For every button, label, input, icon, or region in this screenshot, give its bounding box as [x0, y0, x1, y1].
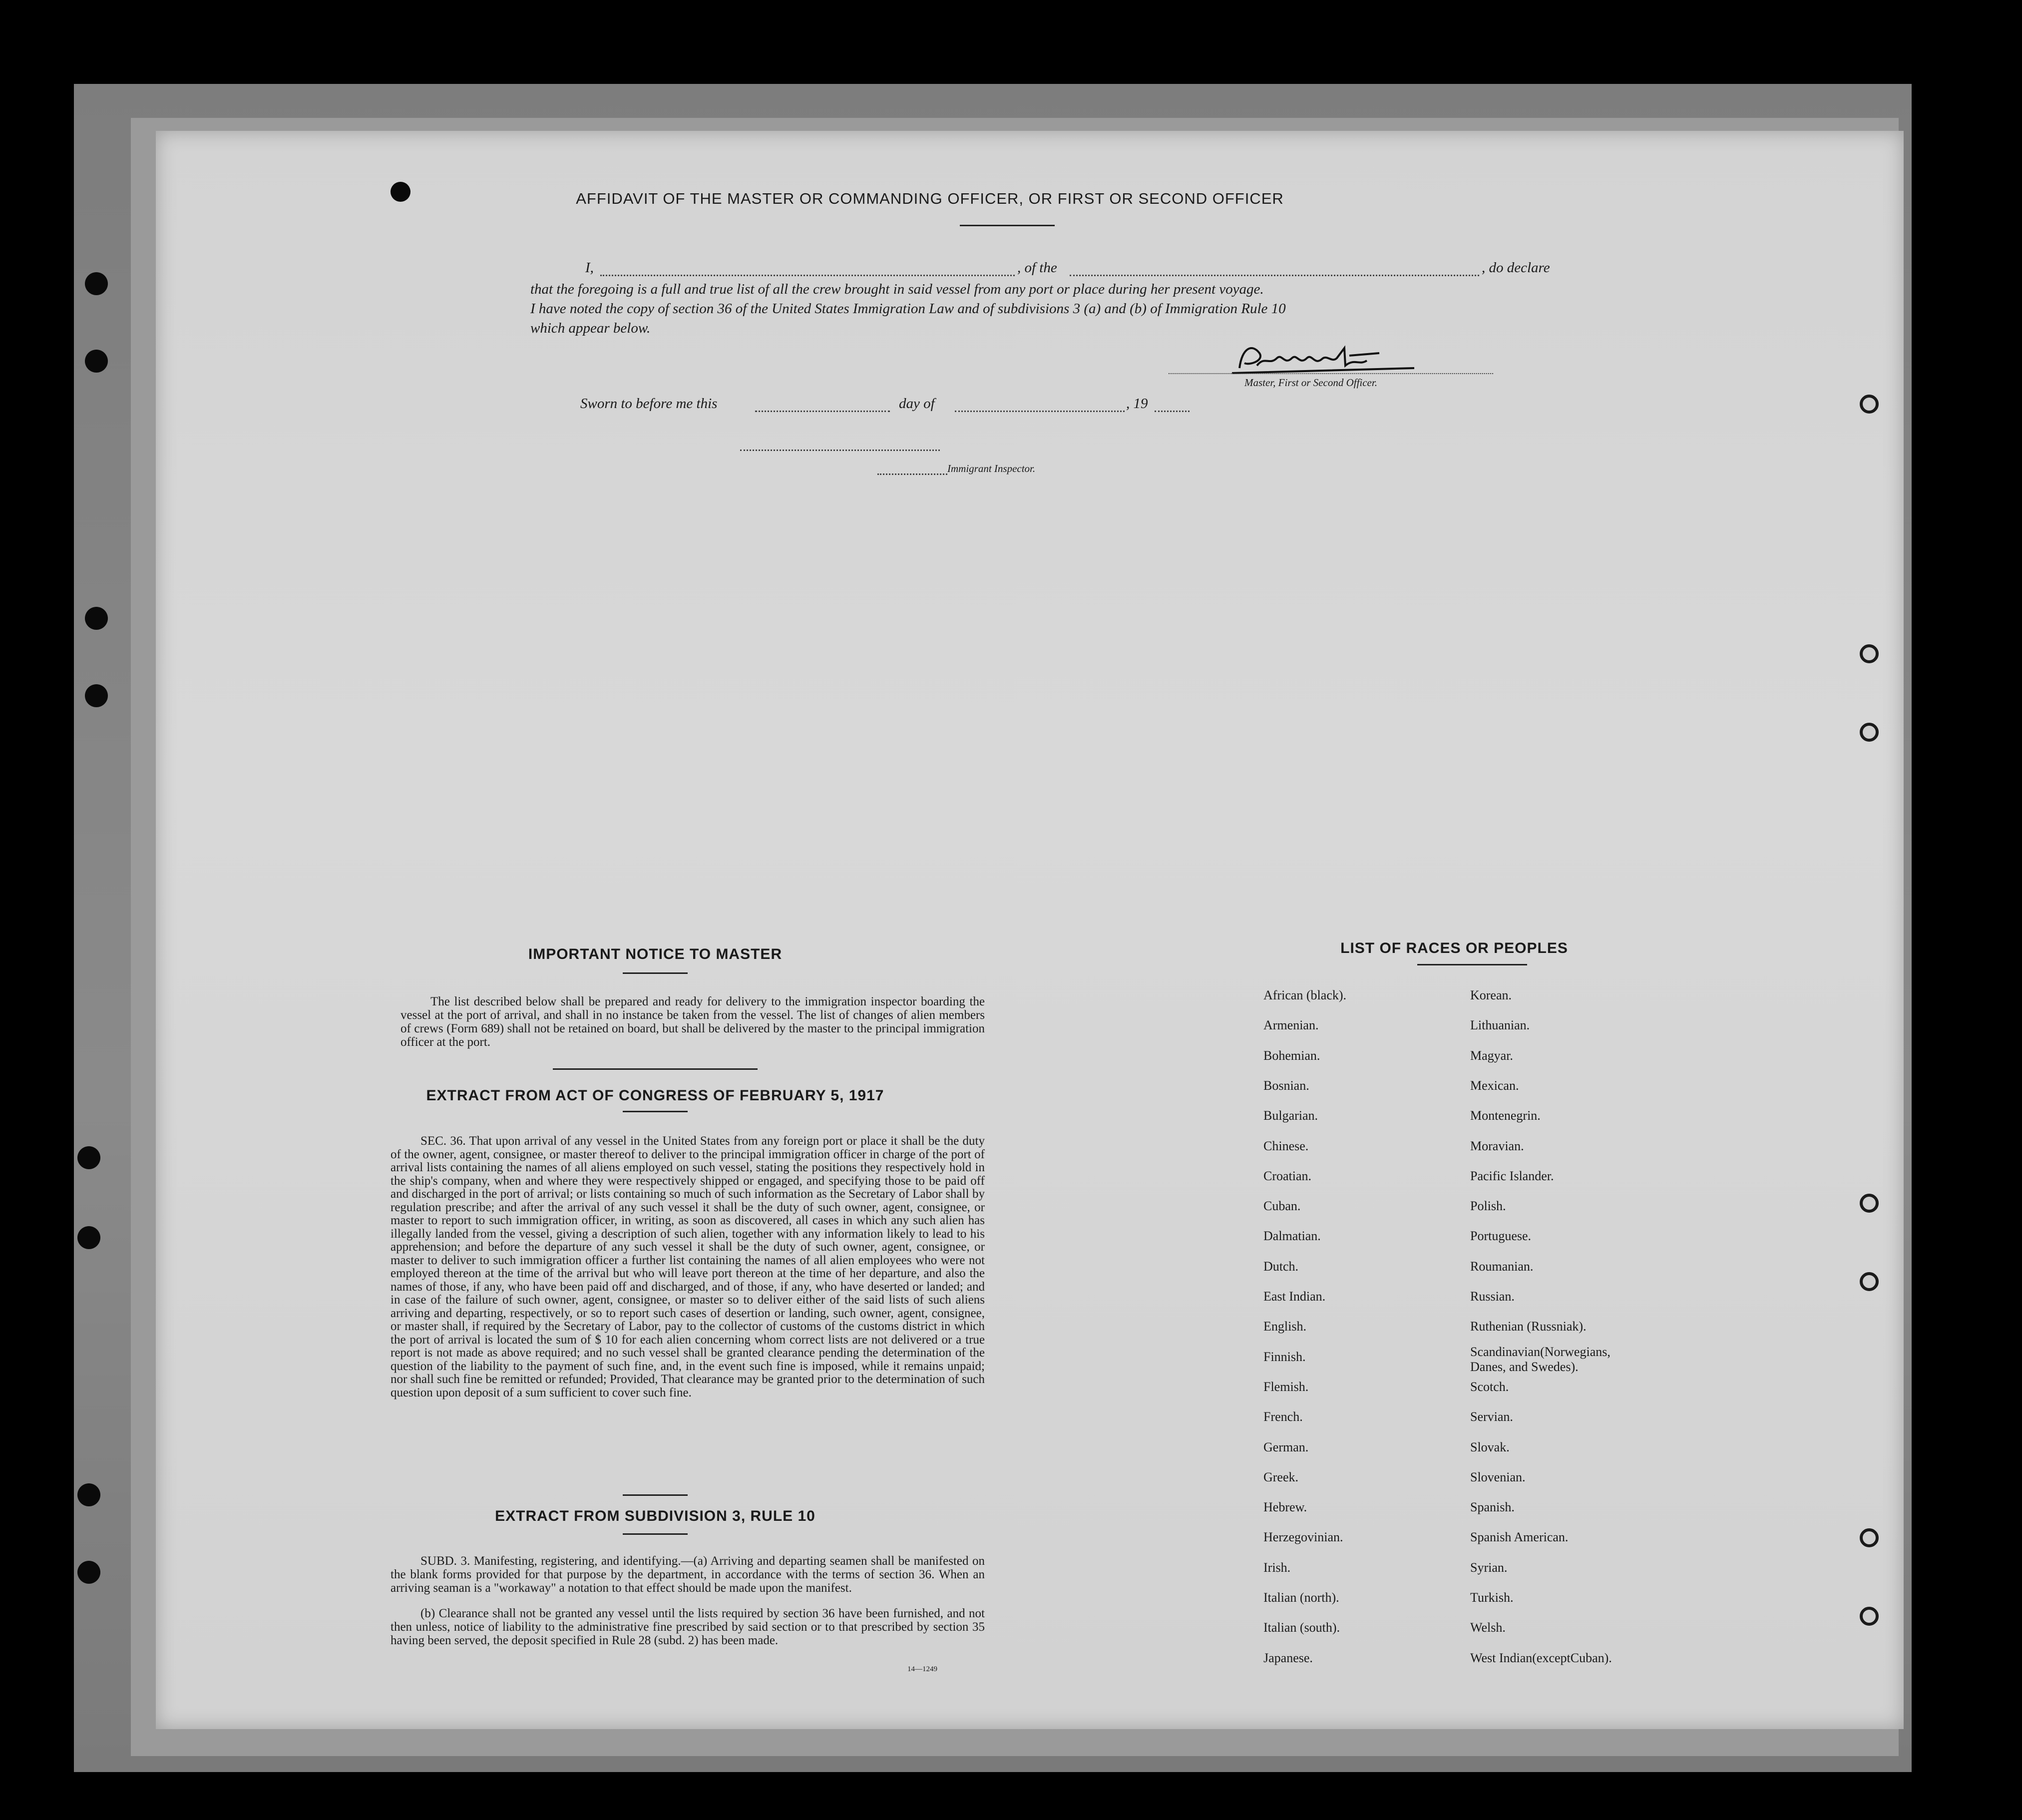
race-item: Montenegrin. [1470, 1108, 1541, 1123]
rule-title: EXTRACT FROM SUBDIVISION 3, RULE 10 [495, 1508, 815, 1524]
month-blank[interactable] [955, 411, 1125, 412]
divider [553, 1068, 758, 1070]
affidavit-paragraph [530, 280, 1579, 338]
race-item: Syrian. [1470, 1560, 1508, 1575]
race-item: Mexican. [1470, 1078, 1519, 1093]
race-item: Slovenian. [1470, 1469, 1526, 1484]
race-item: Portuguese. [1470, 1229, 1532, 1244]
race-item: Korean. [1470, 988, 1512, 1002]
race-item: Roumanian. [1470, 1259, 1534, 1274]
rule-para-b: (b) Clearance shall not be granted any vessel until the lists required by section 36 have been furnished, and not then unless, notice of liability to the administrative fine prescribed by said section or to that prescribed by section 35 having been served, the deposit specified in Rule 28 (subd. 2) has been made. [391, 1607, 985, 1647]
race-item: Herzegovinian. [1263, 1530, 1343, 1545]
year-label: , 19 [1126, 396, 1148, 412]
divider [960, 225, 1055, 226]
binder-hole [85, 272, 108, 295]
declare-label: , do declare [1482, 260, 1550, 276]
act-body: SEC. 36. That upon arrival of any vessel in the United States from any foreign port or place it shall be the duty of the owner, agent, consignee, or master thereof to deliver to the principal immigration officer in charge of the port of arrival lists containing the names of all aliens employed on such vessel, stating the positions they respectively hold in the ship's company, when and where they were respectively shipped or engaged, and specifying those to be paid off and discharged in the port of arrival; or lists containing so much of such information as the Secretary of Labor shall by regulation prescribe; and after the arrival of any such vessel it shall be the duty of such owner, agent, consignee, or master to report to such immigration officer, in writing, as soon as discovered, all cases in which any such alien has illegally landed from the vessel, giving a description of such alien, together with any information likely to lead to his apprehension; and before the departure of any such vessel it shall be the duty of such owner, agent, consignee, or master to deliver to such immigration officer a further list containing the names of all alien employees who were not employed thereon at the time of the arrival but who will leave port thereon at the time of her departure, and also the names of those, if any, who have been paid off and discharged, and of those, if any, who have deserted or landed; and in case of the failure of such owner, agent, consignee, or master so to deliver either of the said lists of such aliens arriving and departing, respectively, or so to report such cases of desertion or landing, such owner, agent, consignee, or master shall, if required by the Secretary of Labor, pay to the collector of customs of the customs district in which the port of arrival is located the sum of $ 10 for each alien concerning whom correct lists are not delivered or a true report is not made as above required; and no such vessel shall be granted clearance pending the determination of the question of the liability to the payment of such fine, and, in the event such fine is imposed, while it remains unpaid; nor shall such fine be remitted or refunded; Provided, That clearance may be granted prior to the determination of such question upon deposit of a sum sufficient to cover such fine. [391, 1134, 985, 1399]
race-item: Hebrew. [1263, 1500, 1307, 1515]
rule-para-a: SUBD. 3. Manifesting, registering, and identifying.—(a) Arriving and departing seamen shall be manifested on the blank forms provided for that purpose by the department, in accordance with the terms of section 36. When an arriving seaman is a "workaway" a notation to that effect should be made upon the manifest. [391, 1554, 985, 1595]
inspector-caption-line [877, 473, 947, 475]
race-item: Spanish American. [1470, 1530, 1569, 1545]
binder-hole [85, 350, 108, 373]
race-item: English. [1263, 1319, 1306, 1334]
race-item: Chinese. [1263, 1138, 1309, 1153]
ring-hole [1860, 1528, 1879, 1547]
binder-hole [77, 1483, 100, 1506]
race-item: German. [1263, 1439, 1309, 1454]
document-page [156, 131, 1904, 1729]
race-item: Irish. [1263, 1560, 1291, 1575]
race-item: Ruthenian (Russniak). [1470, 1319, 1587, 1334]
year-blank[interactable] [1155, 411, 1190, 412]
day-of-label: day of [899, 396, 935, 412]
binder-hole [85, 607, 108, 630]
race-item: Russian. [1470, 1289, 1515, 1304]
ring-hole [1860, 644, 1879, 663]
race-item: Slovak. [1470, 1439, 1510, 1454]
race-item: Polish. [1470, 1199, 1506, 1214]
races-title: LIST OF RACES OR PEOPLES [1340, 940, 1568, 956]
ring-hole [1860, 723, 1879, 742]
race-item: Italian (north). [1263, 1590, 1339, 1605]
divider [623, 1494, 688, 1496]
race-item: Welsh. [1470, 1620, 1506, 1635]
race-item: Lithuanian. [1470, 1018, 1530, 1033]
sworn-line [580, 396, 1229, 416]
inspector-caption: Immigrant Inspector. [947, 462, 1036, 474]
notice-title: IMPORTANT NOTICE TO MASTER [528, 946, 783, 962]
punch-hole [391, 182, 410, 202]
binder-hole [77, 1146, 100, 1169]
race-item: Scotch. [1470, 1379, 1509, 1394]
ring-hole [1860, 1272, 1879, 1291]
i-label: I, [585, 260, 594, 276]
race-item: Bosnian. [1263, 1078, 1309, 1093]
race-item: Spanish. [1470, 1500, 1515, 1515]
race-item: Greek. [1263, 1469, 1299, 1484]
divider [623, 1533, 688, 1535]
act-title: EXTRACT FROM ACT OF CONGRESS OF FEBRUARY 5, 1917 [426, 1087, 884, 1104]
signature-caption: Master, First or Second Officer. [1244, 377, 1377, 389]
race-item: Flemish. [1263, 1379, 1309, 1394]
ring-hole [1860, 395, 1879, 414]
race-item: French. [1263, 1409, 1303, 1424]
of-the-label: , of the [1017, 260, 1057, 276]
race-item: West Indian(exceptCuban). [1470, 1650, 1612, 1665]
race-item: Japanese. [1263, 1650, 1313, 1665]
race-item: Croatian. [1263, 1168, 1312, 1183]
race-item: Finnish. [1263, 1349, 1306, 1364]
name-blank[interactable] [600, 275, 1015, 276]
race-item: African (black). [1263, 988, 1347, 1002]
race-item: Servian. [1470, 1409, 1513, 1424]
notice-body: The list described below shall be prepared and ready for delivery to the immigration inspector boarding the vessel at the port of arrival, and shall in no instance be taken from the vessel. The list of changes of alien members of crews (Form 689) shall not be retained on board, but shall be delivered by the master to the principal immigration officer at the port. [401, 995, 985, 1049]
race-item: Armenian. [1263, 1018, 1319, 1033]
vessel-blank[interactable] [1070, 275, 1479, 276]
race-item: Pacific Islander. [1470, 1168, 1554, 1183]
race-item: Dutch. [1263, 1259, 1299, 1274]
race-item: Magyar. [1470, 1048, 1513, 1063]
race-item: Bulgarian. [1263, 1108, 1318, 1123]
affidavit-paragraph-line: that the foregoing is a full and true list of all the crew brought in said vessel from any port or place during her present voyage. [530, 281, 1264, 297]
race-item: Turkish. [1470, 1590, 1514, 1605]
ring-hole [1860, 1607, 1879, 1626]
signature-line [1169, 373, 1493, 374]
sworn-label: Sworn to before me this [580, 396, 718, 412]
race-item: Italian (south). [1263, 1620, 1340, 1635]
affidavit-paragraph-line: I have noted the copy of section 36 of the United States Immigration Law and of subdivisions 3 (a) and (b) of Immigration Rule 10 [530, 301, 1286, 317]
race-item: Scandinavian(Norwegians, Danes, and Swedes). [1470, 1344, 1611, 1374]
race-item: Dalmatian. [1263, 1229, 1321, 1244]
divider [1417, 964, 1527, 965]
binder-hole [77, 1561, 100, 1584]
inspector-signature-line [740, 450, 940, 451]
affidavit-title: AFFIDAVIT OF THE MASTER OR COMMANDING OFFICER, OR FIRST OR SECOND OFFICER [576, 190, 1284, 207]
divider [623, 1111, 688, 1112]
race-item: Bohemian. [1263, 1048, 1320, 1063]
race-item: Moravian. [1470, 1138, 1524, 1153]
binder-hole [77, 1226, 100, 1249]
divider [623, 972, 688, 974]
race-item: East Indian. [1263, 1289, 1326, 1304]
form-number: 14—1249 [907, 1665, 937, 1673]
day-blank[interactable] [755, 411, 890, 412]
ring-hole [1860, 1194, 1879, 1213]
affidavit-paragraph-line: which appear below. [530, 320, 651, 336]
affidavit-line-i [585, 260, 1634, 280]
race-item: Cuban. [1263, 1199, 1301, 1214]
binder-hole [85, 684, 108, 707]
